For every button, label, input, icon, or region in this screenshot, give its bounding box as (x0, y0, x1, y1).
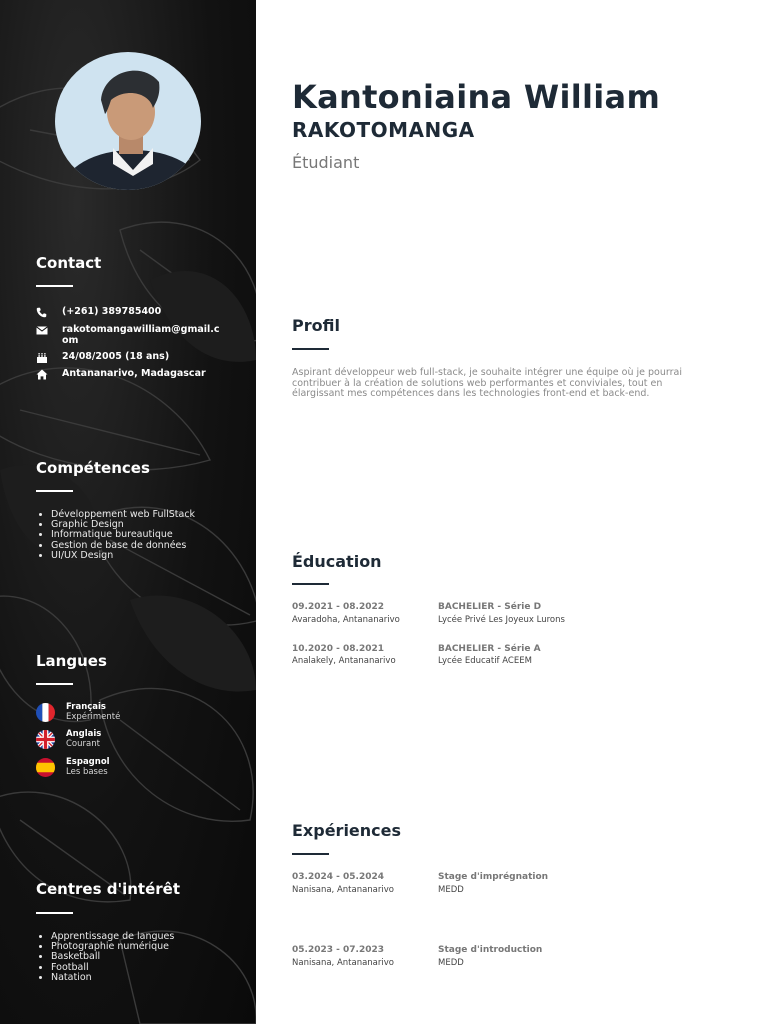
language-item-french (36, 702, 120, 722)
skills-divider (36, 490, 73, 492)
skills-heading: Compétences (36, 459, 150, 477)
entry-organization: MEDD (438, 885, 464, 895)
contact-divider (36, 285, 73, 287)
entry-title: BACHELIER - Série A (438, 644, 541, 654)
experiences-divider (292, 853, 329, 855)
skill-item: • Gestion de base de données (51, 541, 195, 551)
home-icon (36, 368, 62, 380)
contact-address-text: Antananarivo, Madagascar (62, 368, 206, 379)
entry-place: Nanisana, Antananarivo (292, 885, 394, 895)
contact-address (36, 368, 246, 380)
last-name: RAKOTOMANGA (292, 118, 475, 142)
contact-email-text: rakotomangawilliam@gmail.com (62, 324, 220, 346)
language-item-english (36, 729, 101, 749)
entry-place: Avaradoha, Antananarivo (292, 615, 400, 625)
languages-divider (36, 683, 73, 685)
first-name: Kantoniaina William (292, 78, 661, 116)
profil-divider (292, 348, 329, 350)
entry-date: 09.2021 - 08.2022 (292, 602, 384, 612)
profil-heading: Profil (292, 316, 340, 335)
interests-divider (36, 912, 73, 914)
skill-item: • Graphic Design (51, 520, 195, 530)
language-level: Courant (66, 739, 100, 749)
language-name: Espagnol (66, 757, 110, 767)
language-name: Français (66, 702, 106, 712)
profile-photo (55, 52, 201, 190)
entry-place: Analakely, Antananarivo (292, 656, 396, 666)
interest-item: • Apprentissage de langues (51, 932, 174, 942)
uk-flag-icon (36, 730, 55, 749)
spain-flag-icon (36, 758, 55, 777)
skill-item: • UI/UX Design (51, 551, 195, 561)
entry-date: 03.2024 - 05.2024 (292, 872, 384, 882)
entry-place: Nanisana, Antananarivo (292, 958, 394, 968)
interest-item: • Basketball (51, 952, 174, 962)
entry-title: Stage d'introduction (438, 945, 543, 955)
skills-list (36, 510, 195, 561)
language-level: Les bases (66, 767, 108, 777)
education-divider (292, 583, 329, 585)
entry-title: BACHELIER - Série D (438, 602, 542, 612)
portrait-illustration (55, 52, 201, 190)
language-level: Expérimenté (66, 712, 121, 722)
envelope-icon (36, 324, 62, 336)
entry-organization: Lycée Educatif ACEEM (438, 656, 532, 666)
languages-heading: Langues (36, 652, 107, 670)
contact-phone-text: (+261) 389785400 (62, 306, 162, 317)
contact-phone (36, 306, 246, 318)
cake-icon (36, 351, 62, 363)
interest-item: • Natation (51, 973, 174, 983)
skill-item: • Développement web FullStack (51, 510, 195, 520)
entry-title: Stage d'imprégnation (438, 872, 549, 882)
phone-icon (36, 306, 62, 318)
entry-date: 10.2020 - 08.2021 (292, 644, 384, 654)
interests-list (36, 932, 174, 983)
skill-item: • Informatique bureautique (51, 530, 195, 540)
interest-item: • Football (51, 963, 174, 973)
contact-heading: Contact (36, 254, 102, 272)
experiences-heading: Expériences (292, 821, 402, 840)
interests-heading: Centres d'intérêt (36, 880, 180, 898)
main-content (256, 0, 768, 1024)
contact-email (36, 324, 246, 346)
language-item-spanish (36, 757, 110, 777)
profil-summary: Aspirant développeur web full-stack, je souhaite intégrer une équipe où je pourrai contribuer à la création de solutions web performantes et conviviales, tout en élargissant mes compétences dans les technologies front-end et back-end. (292, 367, 683, 399)
language-name: Anglais (66, 729, 102, 739)
contact-birthdate-text: 24/08/2005 (18 ans) (62, 351, 170, 362)
entry-organization: Lycée Privé Les Joyeux Lurons (438, 615, 565, 625)
france-flag-icon (36, 703, 55, 722)
interest-item: • Photographie numérique (51, 942, 174, 952)
job-title: Étudiant (292, 153, 360, 172)
sidebar (0, 0, 256, 1024)
education-heading: Éducation (292, 552, 382, 571)
entry-organization: MEDD (438, 958, 464, 968)
entry-date: 05.2023 - 07.2023 (292, 945, 384, 955)
contact-birthdate (36, 351, 246, 363)
